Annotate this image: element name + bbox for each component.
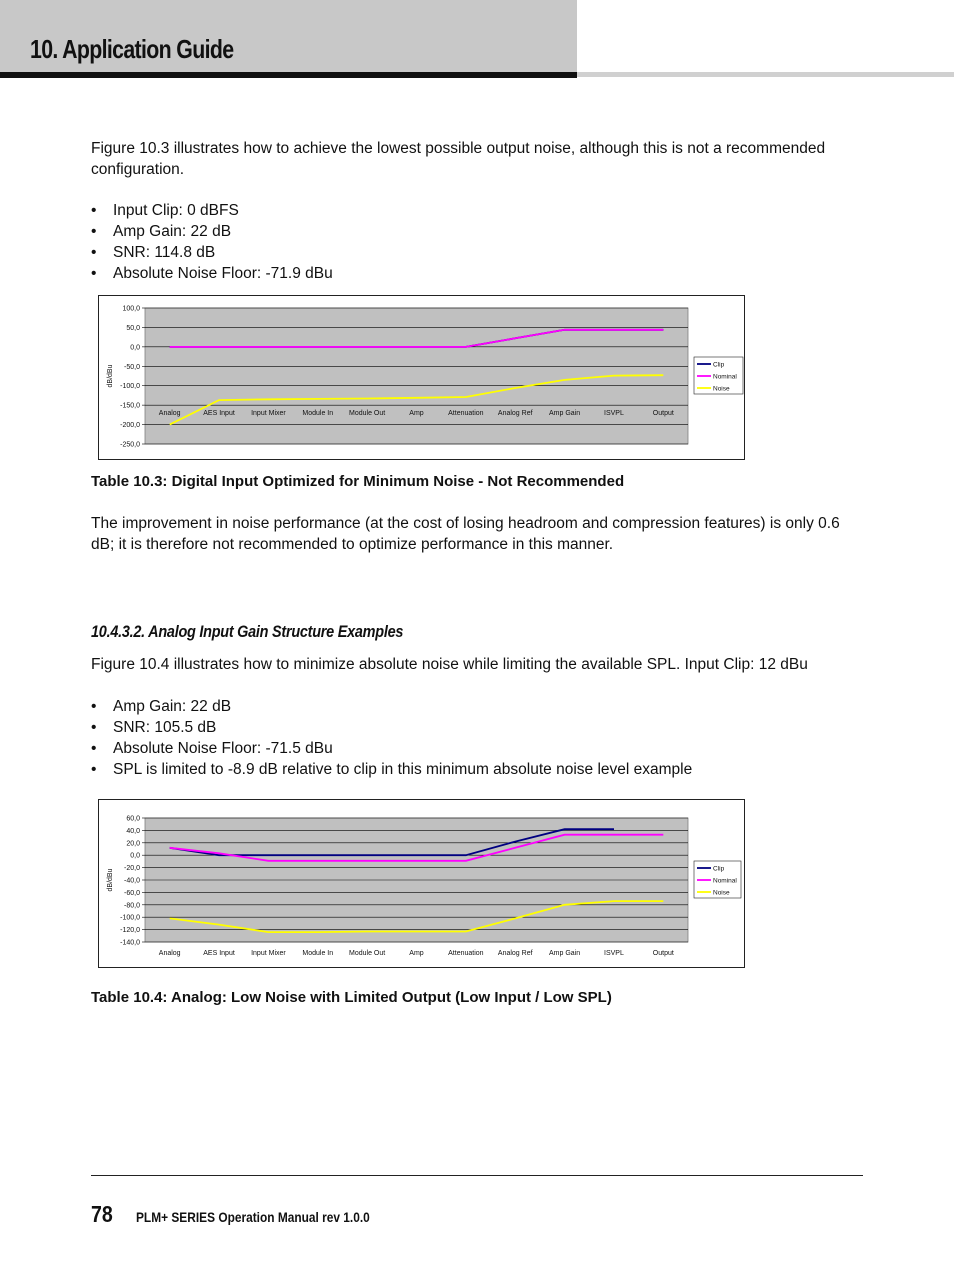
y-tick-label: -100,0 <box>120 383 140 391</box>
x-tick-label: AES Input <box>203 410 235 417</box>
footer-rule <box>91 1175 863 1176</box>
legend-entry: Nominal <box>713 877 737 885</box>
x-tick-label: Module Out <box>349 950 386 957</box>
y-tick-label: 0,0 <box>130 344 140 352</box>
x-tick-label: Input Mixer <box>251 950 286 957</box>
y-tick-label: 60,0 <box>126 815 140 823</box>
section-paragraph: Figure 10.4 illustrates how to minimize absolute noise while limiting the available SPL. Input Clip: 12 dBu <box>91 656 808 673</box>
x-tick-label: Output <box>652 410 674 417</box>
x-tick-label: Analog <box>158 410 181 417</box>
y-tick-label: -50,0 <box>124 363 140 371</box>
y-tick-label: -80,0 <box>124 902 140 910</box>
list-item: • SNR: 105.5 dB <box>91 719 217 736</box>
x-tick-label: AES Input <box>203 950 235 957</box>
table-2-caption: Table 10.4: Analog: Low Noise with Limited Output (Low Input / Low SPL) <box>91 989 612 1006</box>
table-1-caption: Table 10.3: Digital Input Optimized for Minimum Noise - Not Recommended <box>91 473 625 490</box>
x-tick-label: Output <box>652 950 674 957</box>
list-item: • Absolute Noise Floor: -71.5 dBu <box>91 740 333 757</box>
y-tick-label: 50,0 <box>126 324 140 332</box>
y-tick-label: -250,0 <box>120 441 140 449</box>
x-tick-label: Input Mixer <box>251 410 286 417</box>
page-number: 78 <box>91 1201 113 1227</box>
y-tick-label: 0,0 <box>130 852 140 860</box>
y-tick-label: -60,0 <box>124 889 140 897</box>
legend-entry: Noise <box>713 385 730 393</box>
legend-entry: Noise <box>713 889 730 897</box>
x-tick-label: Analog Ref <box>497 410 533 417</box>
x-tick-label: ISVPL <box>604 950 624 957</box>
list-item: • Amp Gain: 22 dB <box>91 698 232 715</box>
y-axis-label: dB/dBu <box>107 868 114 892</box>
page-title: 10. Application Guide <box>30 34 234 64</box>
chart-2 <box>98 799 745 968</box>
y-tick-label: -100,0 <box>120 914 140 922</box>
list-item: • SNR: 114.8 dB <box>91 244 216 261</box>
legend-entry: Clip <box>713 361 725 369</box>
y-tick-label: -120,0 <box>120 927 140 935</box>
footer-text: PLM+ SERIES Operation Manual rev 1.0.0 <box>136 1209 370 1225</box>
x-tick-label: Attenuation <box>448 950 484 957</box>
section-heading: 10.4.3.2. Analog Input Gain Structure Examples <box>91 622 404 641</box>
y-tick-label: -150,0 <box>120 402 140 410</box>
intro-paragraph: Figure 10.3 illustrates how to achieve the lowest possible output noise, although this is not a recommended configuration. <box>91 140 826 178</box>
y-tick-label: -40,0 <box>124 877 140 885</box>
x-tick-label: Amp Gain <box>549 410 581 417</box>
table-1-paragraph: The improvement in noise performance (at the cost of losing headroom and compression features) is only 0.6 dB; it is therefore not recommended to optimize performance in this manner. <box>91 515 840 553</box>
x-tick-label: Amp <box>409 410 424 417</box>
x-tick-label: Analog Ref <box>497 950 533 957</box>
x-tick-label: ISVPL <box>604 410 624 417</box>
y-tick-label: 100,0 <box>122 305 140 313</box>
x-tick-label: Attenuation <box>448 410 484 417</box>
y-tick-label: -20,0 <box>124 865 140 873</box>
chart-1 <box>98 295 745 460</box>
y-axis-label: dB/dBu <box>107 364 114 388</box>
x-tick-label: Analog <box>158 950 181 957</box>
chart-2-svg <box>99 800 744 967</box>
x-tick-label: Amp <box>409 950 424 957</box>
y-tick-label: 40,0 <box>126 827 140 835</box>
intro-bullet-list <box>91 200 333 284</box>
legend-entry: Clip <box>713 865 725 873</box>
y-tick-label: 20,0 <box>126 840 140 848</box>
header-rule <box>0 72 577 78</box>
list-item: • Absolute Noise Floor: -71.9 dBu <box>91 265 333 282</box>
chart-1-svg <box>99 296 744 459</box>
list-item: • SPL is limited to -8.9 dB relative to clip in this minimum absolute noise level example <box>91 761 693 778</box>
y-tick-label: -200,0 <box>120 422 140 430</box>
x-tick-label: Amp Gain <box>549 950 581 957</box>
header-rule-thin <box>577 72 954 77</box>
x-tick-label: Module Out <box>349 410 386 417</box>
x-tick-label: Module In <box>302 410 334 417</box>
section-bullet-list <box>91 696 692 780</box>
list-item: • Input Clip: 0 dBFS <box>91 202 239 219</box>
list-item: • Amp Gain: 22 dB <box>91 223 232 240</box>
y-tick-label: -140,0 <box>120 939 140 947</box>
legend-entry: Nominal <box>713 373 737 381</box>
x-tick-label: Module In <box>302 950 334 957</box>
